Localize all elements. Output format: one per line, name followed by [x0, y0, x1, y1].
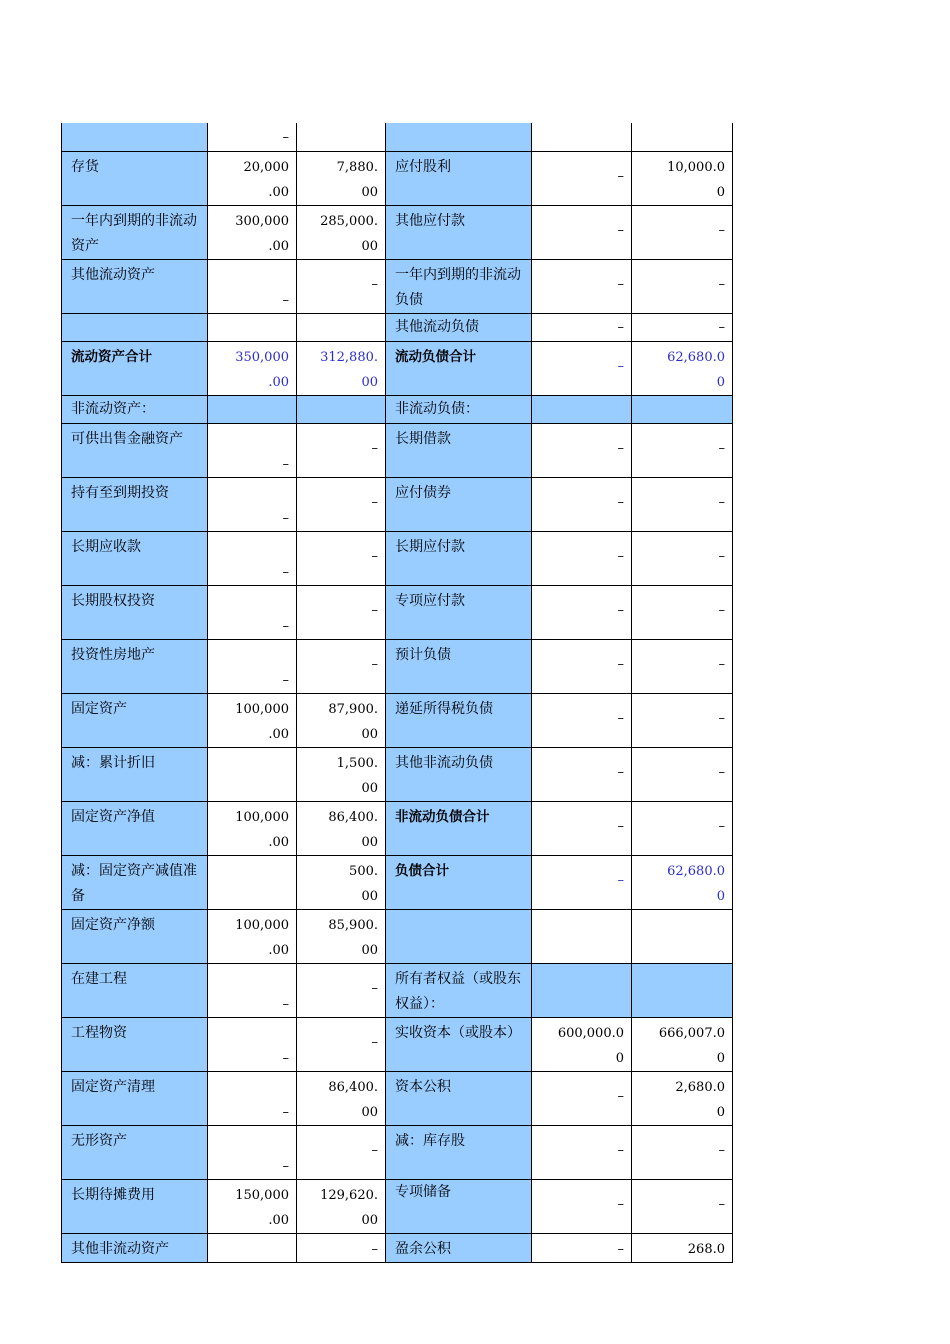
- liability-value-cell: –: [532, 639, 632, 693]
- asset-value-cell: –: [297, 963, 386, 1017]
- asset-label: 存货: [62, 151, 208, 205]
- asset-value-cell: –: [208, 423, 297, 477]
- equity-label: 资本公积: [386, 1071, 532, 1125]
- asset-value-cell: –: [297, 1125, 386, 1179]
- section-header: 非流动负债：: [386, 395, 532, 423]
- asset-label: 长期待摊费用: [62, 1179, 208, 1233]
- total-value-cell: 350,000 .00: [208, 341, 297, 395]
- asset-value-cell: –: [208, 123, 297, 151]
- equity-label: 减：库存股: [386, 1125, 532, 1179]
- asset-label: 固定资产净额: [62, 909, 208, 963]
- asset-label: 长期股权投资: [62, 585, 208, 639]
- table-row: [62, 395, 733, 423]
- asset-value-cell: –: [208, 585, 297, 639]
- asset-value-cell: –: [297, 585, 386, 639]
- section-header-cell: [532, 963, 632, 1017]
- total-label: 非流动负债合计: [386, 801, 532, 855]
- liability-value-cell: [632, 123, 733, 151]
- liability-value-cell: [532, 909, 632, 963]
- asset-value-cell: –: [297, 1233, 386, 1262]
- table-row: [62, 693, 733, 747]
- liability-value-cell: –: [532, 423, 632, 477]
- asset-value-cell: [208, 1233, 297, 1262]
- liability-value-cell: –: [532, 801, 632, 855]
- table-row: [62, 423, 733, 477]
- liability-value-cell: –: [532, 477, 632, 531]
- total-label: 负债合计: [386, 855, 532, 909]
- liability-label: 长期借款: [386, 423, 532, 477]
- table-row: [62, 313, 733, 341]
- asset-value-cell: –: [208, 1017, 297, 1071]
- liability-value-cell: [532, 123, 632, 151]
- asset-value-cell: 100,000 .00: [208, 801, 297, 855]
- liability-value-cell: –: [632, 747, 733, 801]
- liability-value-cell: –: [632, 313, 733, 341]
- section-header-cell: [532, 395, 632, 423]
- asset-value-cell: 86,400. 00: [297, 1071, 386, 1125]
- asset-value-cell: –: [208, 259, 297, 313]
- asset-value-cell: –: [208, 1071, 297, 1125]
- liability-value-cell: –: [632, 531, 733, 585]
- equity-value-cell: –: [532, 1179, 632, 1233]
- table-row: [62, 477, 733, 531]
- section-header-cell: [632, 963, 733, 1017]
- section-header-cell: [297, 395, 386, 423]
- asset-value-cell: [208, 313, 297, 341]
- asset-value-cell: –: [208, 1125, 297, 1179]
- liability-value-cell: –: [532, 693, 632, 747]
- table-row: [62, 747, 733, 801]
- table-row: [62, 855, 733, 909]
- table-row: [62, 585, 733, 639]
- liability-label: 应付股利: [386, 151, 532, 205]
- asset-value-cell: [297, 313, 386, 341]
- asset-value-cell: –: [297, 477, 386, 531]
- liability-value-cell: –: [632, 639, 733, 693]
- asset-value-cell: –: [297, 259, 386, 313]
- total-label: 流动资产合计: [62, 341, 208, 395]
- liability-value-cell: [632, 909, 733, 963]
- asset-value-cell: 86,400. 00: [297, 801, 386, 855]
- liability-label: [386, 909, 532, 963]
- table-row: [62, 151, 733, 205]
- liability-value-cell: –: [632, 205, 733, 259]
- liability-value-cell: –: [632, 585, 733, 639]
- liability-value-cell: –: [532, 747, 632, 801]
- equity-value-cell: 600,000.0 0: [532, 1017, 632, 1071]
- table-row: [62, 1017, 733, 1071]
- asset-value-cell: 285,000. 00: [297, 205, 386, 259]
- asset-value-cell: –: [297, 1017, 386, 1071]
- liability-value-cell: –: [532, 585, 632, 639]
- equity-value-cell: –: [532, 1233, 632, 1262]
- table-row: [62, 1179, 733, 1233]
- equity-value-cell: –: [532, 1071, 632, 1125]
- liability-value-cell: –: [532, 151, 632, 205]
- liability-value-cell: –: [632, 801, 733, 855]
- asset-value-cell: 1,500. 00: [297, 747, 386, 801]
- liability-label: 递延所得税负债: [386, 693, 532, 747]
- equity-label: 专项储备: [386, 1179, 532, 1233]
- asset-value-cell: –: [297, 531, 386, 585]
- asset-label: 一年内到期的非流动资产: [62, 205, 208, 259]
- asset-value-cell: 85,900. 00: [297, 909, 386, 963]
- equity-value-cell: –: [632, 1125, 733, 1179]
- asset-label: 投资性房地产: [62, 639, 208, 693]
- asset-value-cell: 150,000 .00: [208, 1179, 297, 1233]
- equity-value-cell: 666,007.0 0: [632, 1017, 733, 1071]
- table-row: [62, 1125, 733, 1179]
- liability-value-cell: –: [532, 259, 632, 313]
- table-row: [62, 1071, 733, 1125]
- section-header: 非流动资产：: [62, 395, 208, 423]
- asset-value-cell: 300,000 .00: [208, 205, 297, 259]
- asset-label: 可供出售金融资产: [62, 423, 208, 477]
- liability-label: 专项应付款: [386, 585, 532, 639]
- asset-value-cell: 7,880. 00: [297, 151, 386, 205]
- asset-label: 固定资产清理: [62, 1071, 208, 1125]
- liability-value-cell: –: [532, 205, 632, 259]
- total-label: 流动负债合计: [386, 341, 532, 395]
- asset-label: 持有至到期投资: [62, 477, 208, 531]
- table-row: [62, 531, 733, 585]
- section-header-cell: [208, 395, 297, 423]
- asset-value-cell: 500. 00: [297, 855, 386, 909]
- asset-value-cell: [297, 123, 386, 151]
- asset-value-cell: [208, 747, 297, 801]
- table-row: [62, 909, 733, 963]
- liability-value-cell: 10,000.0 0: [632, 151, 733, 205]
- total-value-cell: 312,880. 00: [297, 341, 386, 395]
- asset-label: 减：固定资产减值准备: [62, 855, 208, 909]
- asset-value-cell: 87,900. 00: [297, 693, 386, 747]
- liability-value-cell: –: [532, 313, 632, 341]
- equity-value-cell: 2,680.0 0: [632, 1071, 733, 1125]
- table-row: [62, 963, 733, 1017]
- asset-label: [62, 313, 208, 341]
- asset-value-cell: –: [208, 963, 297, 1017]
- asset-value-cell: –: [208, 531, 297, 585]
- section-header: 所有者权益（或股东权益）：: [386, 963, 532, 1017]
- asset-label: 工程物资: [62, 1017, 208, 1071]
- total-value-cell: 62,680.0 0: [632, 341, 733, 395]
- asset-value-cell: –: [297, 639, 386, 693]
- equity-value-cell: –: [532, 1125, 632, 1179]
- liability-label: 其他非流动负债: [386, 747, 532, 801]
- equity-label: 实收资本（或股本）: [386, 1017, 532, 1071]
- table-row: [62, 259, 733, 313]
- asset-value-cell: 100,000 .00: [208, 909, 297, 963]
- table-row: [62, 123, 733, 151]
- asset-label: 固定资产净值: [62, 801, 208, 855]
- asset-label: 在建工程: [62, 963, 208, 1017]
- table-row: [62, 639, 733, 693]
- equity-value-cell: –: [632, 1179, 733, 1233]
- asset-value-cell: –: [208, 639, 297, 693]
- asset-label: 长期应收款: [62, 531, 208, 585]
- asset-label: 减：累计折旧: [62, 747, 208, 801]
- asset-label: 固定资产: [62, 693, 208, 747]
- liability-label: 其他流动负债: [386, 313, 532, 341]
- asset-value-cell: –: [208, 477, 297, 531]
- table-row: [62, 341, 733, 395]
- table-row: [62, 205, 733, 259]
- liability-value-cell: –: [632, 477, 733, 531]
- total-value-cell: –: [532, 855, 632, 909]
- asset-value-cell: 20,000 .00: [208, 151, 297, 205]
- liability-value-cell: –: [632, 423, 733, 477]
- liability-label: [386, 123, 532, 151]
- total-value-cell: –: [532, 341, 632, 395]
- balance-sheet-table: [61, 123, 733, 1263]
- liability-label: 一年内到期的非流动负债: [386, 259, 532, 313]
- asset-label: 其他非流动资产: [62, 1233, 208, 1262]
- equity-label: 盈余公积: [386, 1233, 532, 1262]
- asset-label: 无形资产: [62, 1125, 208, 1179]
- total-value-cell: 62,680.0 0: [632, 855, 733, 909]
- liability-value-cell: –: [632, 693, 733, 747]
- liability-label: 应付债券: [386, 477, 532, 531]
- liability-value-cell: –: [532, 531, 632, 585]
- liability-label: 长期应付款: [386, 531, 532, 585]
- table-row: [62, 801, 733, 855]
- asset-label: [62, 123, 208, 151]
- liability-value-cell: –: [632, 259, 733, 313]
- asset-value-cell: 100,000 .00: [208, 693, 297, 747]
- table-row: [62, 1233, 733, 1262]
- asset-value-cell: –: [297, 423, 386, 477]
- section-header-cell: [632, 395, 733, 423]
- equity-value-cell: 268.0: [632, 1233, 733, 1262]
- asset-label: 其他流动资产: [62, 259, 208, 313]
- asset-value-cell: [208, 855, 297, 909]
- liability-label: 其他应付款: [386, 205, 532, 259]
- liability-label: 预计负债: [386, 639, 532, 693]
- asset-value-cell: 129,620. 00: [297, 1179, 386, 1233]
